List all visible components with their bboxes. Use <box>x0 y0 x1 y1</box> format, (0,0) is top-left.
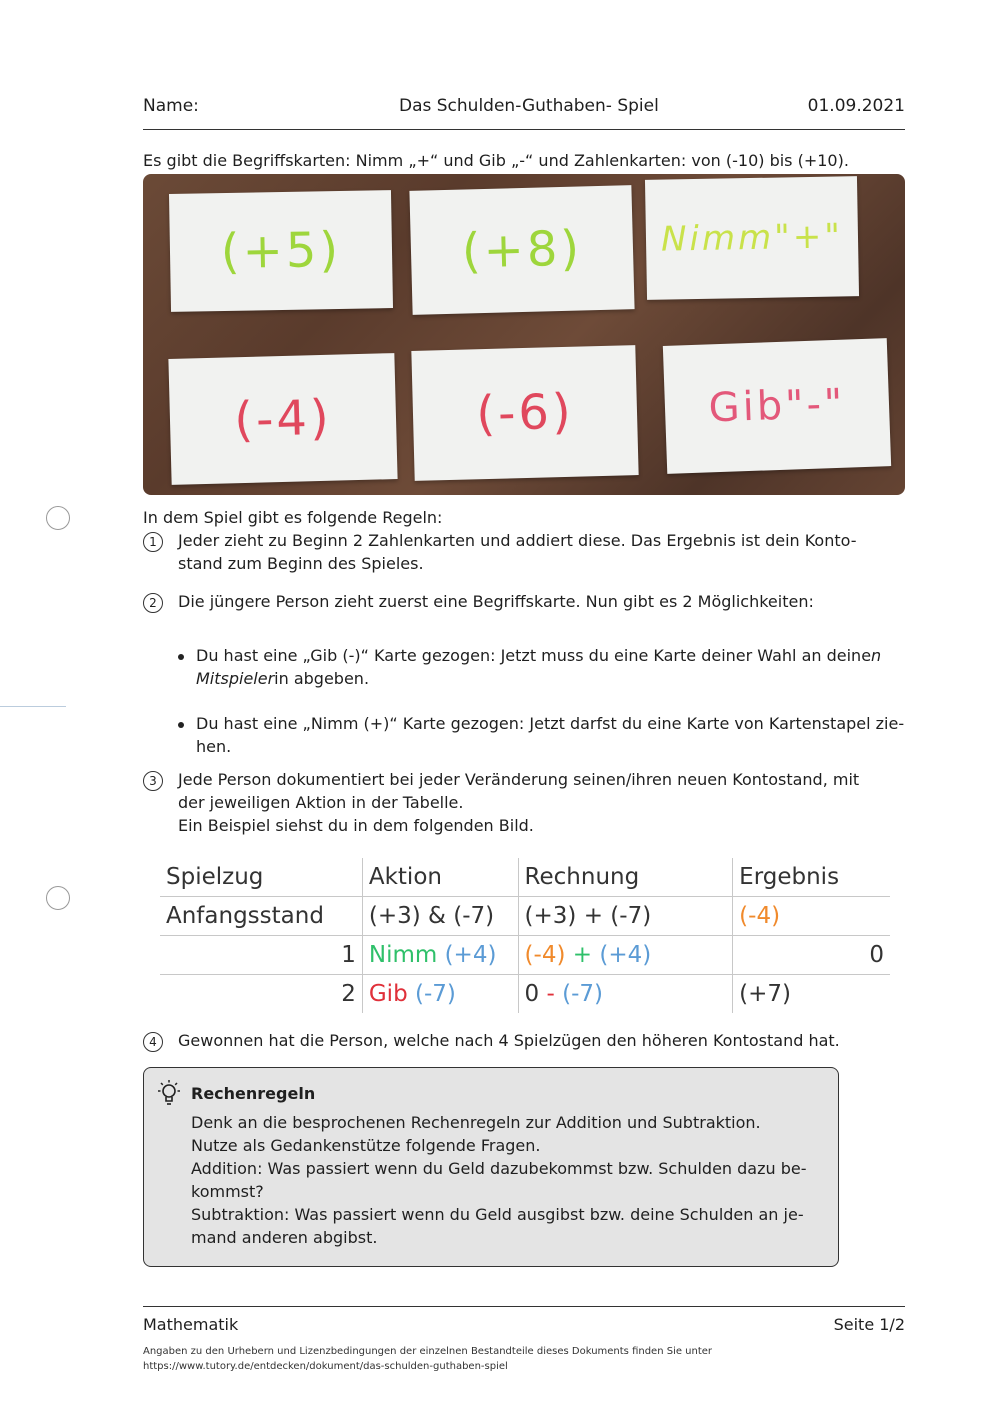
punch-hole-mark <box>46 886 70 910</box>
table-cell: 2 <box>160 975 362 1014</box>
table-cell: Anfangsstand <box>160 897 362 936</box>
card-label: Gib"-" <box>707 380 847 432</box>
infobox-line: Denk an die besprochenen Rechenregeln zur Addition und Subtraktion. <box>191 1113 761 1132</box>
table-cell <box>518 975 733 1014</box>
example-table <box>160 858 890 1012</box>
footer-attribution-1: Angaben zu den Urhebern und Lizenzbedingungen der einzelnen Bestandteile dieses Dokuments finden Sie unter <box>143 1346 713 1357</box>
aktion-word: Gib <box>368 981 408 1007</box>
rule-number-2: 2 <box>143 593 163 613</box>
infobox-line: mand anderen abgibst. <box>191 1228 378 1247</box>
table-header: Aktion <box>362 858 518 897</box>
rechnung-op: - <box>546 981 555 1007</box>
rule-1-line-2: stand zum Beginn des Spieles. <box>178 554 424 573</box>
rechenregeln-box <box>143 1067 839 1267</box>
cards-photo <box>143 174 905 495</box>
rule-number-4: 4 <box>143 1032 163 1052</box>
rechnung-a: (-4) <box>524 942 566 968</box>
name-label: Name: <box>143 96 199 116</box>
infobox-line: kommst? <box>191 1182 264 1201</box>
card-label: (+8) <box>461 220 583 280</box>
rule-number-1: 1 <box>143 532 163 552</box>
punch-hole-mark <box>46 506 70 530</box>
header-divider <box>143 129 905 130</box>
table-cell <box>518 936 733 975</box>
bullet-dot <box>178 654 184 660</box>
bullet-2-line-2: hen. <box>196 737 232 756</box>
bullet-1-italic-n: n <box>871 646 882 665</box>
page-title: Das Schulden-Guthaben- Spiel <box>399 96 659 116</box>
footer-attribution-2: https://www.tutory.de/entdecken/dokument/das-schulden-guthaben-spiel <box>143 1361 508 1372</box>
table-header: Spielzug <box>166 864 264 890</box>
card-minus6 <box>411 345 638 481</box>
card-label: (-4) <box>233 389 333 449</box>
rule-3-line-3: Ein Beispiel siehst du in dem folgenden Bild. <box>178 816 534 835</box>
rule-3-line-2: der jeweiligen Aktion in der Tabelle. <box>178 793 464 812</box>
card-plus5 <box>169 190 393 312</box>
lightbulb-icon <box>156 1079 182 1107</box>
rechnung-b: (-7) <box>562 981 604 1007</box>
footer-page: Seite 1/2 <box>833 1315 905 1334</box>
table-header: Ergebnis <box>733 858 890 897</box>
table-cell: (+3) & (-7) <box>362 897 518 936</box>
rule-3-line-1: Jede Person dokumentiert bei jeder Veränderung seinen/ihren neuen Kontostand, mit <box>178 770 860 789</box>
rule-2-text: Die jüngere Person zieht zuerst eine Begriffskarte. Nun gibt es 2 Möglichkeiten: <box>178 592 814 611</box>
table-cell: (+3) + (-7) <box>518 897 733 936</box>
card-gib <box>663 338 891 474</box>
table-header: Rechnung <box>518 858 733 897</box>
table-cell: (+7) <box>733 975 890 1014</box>
footer-subject: Mathematik <box>143 1315 239 1334</box>
bullet-1-line-1 <box>196 645 881 667</box>
bullet-1-text: Du hast eine „Gib (-)“ Karte gezogen: Jetzt muss du eine Karte deiner Wahl an deine <box>196 646 872 665</box>
card-label: (-6) <box>475 383 575 443</box>
table-cell <box>362 975 518 1014</box>
table-row <box>160 897 890 936</box>
card-nimm <box>645 176 859 300</box>
rule-4-text: Gewonnen hat die Person, welche nach 4 Spielzügen den höheren Kontostand hat. <box>178 1031 840 1050</box>
card-plus8 <box>409 185 634 315</box>
rule-number-3: 3 <box>143 771 163 791</box>
table-cell: (-4) <box>733 897 890 936</box>
card-minus4 <box>168 353 397 485</box>
infobox-line: Addition: Was passiert wenn du Geld dazubekommst bzw. Schulden dazu be- <box>191 1159 807 1178</box>
aktion-value: (-7) <box>414 981 456 1007</box>
table-row <box>160 936 890 975</box>
rechnung-a: 0 <box>524 981 540 1007</box>
table-row <box>160 975 890 1014</box>
bullet-1-italic: Mitspieler <box>196 669 275 688</box>
rule-1-line-1: Jeder zieht zu Beginn 2 Zahlenkarten und addiert diese. Das Ergebnis ist dein Konto- <box>178 531 857 550</box>
aktion-word: Nimm <box>368 942 438 968</box>
infobox-line: Subtraktion: Was passiert wenn du Geld ausgibst bzw. deine Schulden an je- <box>191 1205 804 1224</box>
footer-divider <box>143 1306 905 1307</box>
aktion-value: (+4) <box>444 942 497 968</box>
rules-heading: In dem Spiel gibt es folgende Regeln: <box>143 508 443 527</box>
date: 01.09.2021 <box>807 96 905 116</box>
bullet-1-tail: in abgeben. <box>274 669 370 688</box>
bullet-1-line-2 <box>196 668 369 690</box>
table-cell <box>362 936 518 975</box>
infobox-line: Nutze als Gedankenstütze folgende Fragen. <box>191 1136 541 1155</box>
card-label: Nimm"+" <box>660 216 844 260</box>
infobox-title: Rechenregeln <box>191 1084 316 1103</box>
fold-mark <box>0 706 66 707</box>
rechnung-b: (+4) <box>599 942 652 968</box>
rechnung-op: + <box>572 942 593 968</box>
card-label: (+5) <box>220 221 342 281</box>
table-cell: 1 <box>160 936 362 975</box>
bullet-dot <box>178 722 184 728</box>
intro-text: Es gibt die Begriffskarten: Nimm „+“ und Gib „-“ und Zahlenkarten: von (-10) bis (+10). <box>143 151 849 170</box>
bullet-2-line-1: Du hast eine „Nimm (+)“ Karte gezogen: Jetzt darfst du eine Karte von Kartenstapel zie- <box>196 714 905 733</box>
table-cell: 0 <box>733 936 890 975</box>
